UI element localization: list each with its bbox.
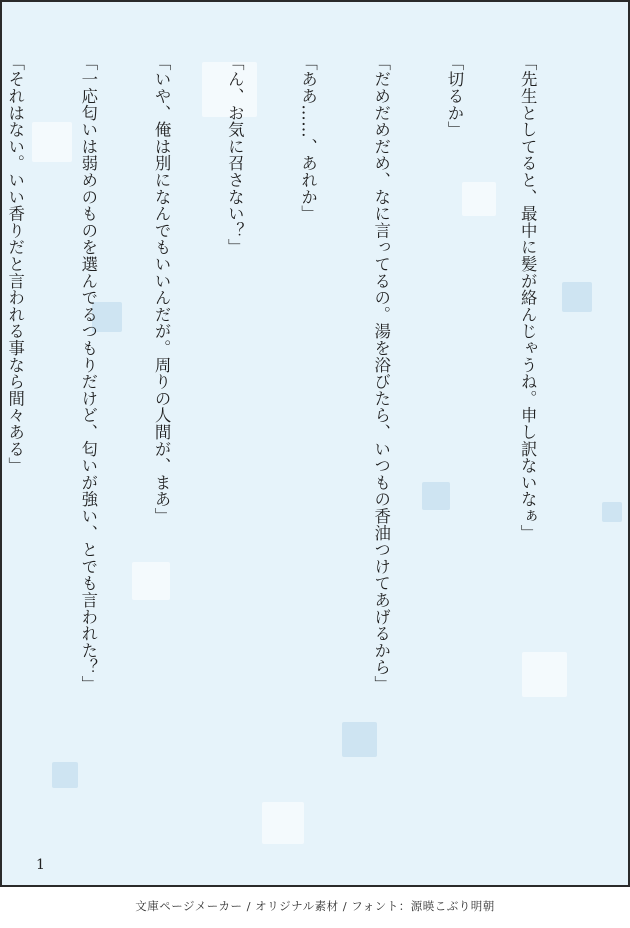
credit-footer: 文庫ページメーカー / オリジナル素材 / フォント：源暎こぶり明朝 — [135, 899, 495, 913]
page-number: 1 — [36, 857, 45, 873]
text-line-2: 「切るか」 — [444, 54, 464, 138]
text-line-8: 「それはない。いい香りだと言われる事なら間々ある」 — [5, 54, 25, 474]
text-line-6: 「いや、俺は別になんでもいいんだが。周りの人間が、まあ」 — [152, 54, 172, 525]
text-line-5: 「ん、お気に召さない？」 — [225, 54, 245, 256]
text-line-3: 「だめだめだめ、なに言ってるの。湯を浴びたら、いつもの香油つけてあげるから」 — [371, 54, 391, 693]
text-line-7: 「一応匂いは弱めのものを選んでるつもりだけど、匂いが強い、とでも言われた？」 — [78, 54, 98, 693]
text-line-4: 「ああ……、あれか」 — [298, 54, 318, 222]
vertical-text-body — [5, 54, 588, 844]
text-line-1: 「先生としてると、最中に髪が絡んじゃうね。申し訳ないなぁ」 — [518, 54, 538, 542]
background-decoration — [602, 502, 622, 522]
